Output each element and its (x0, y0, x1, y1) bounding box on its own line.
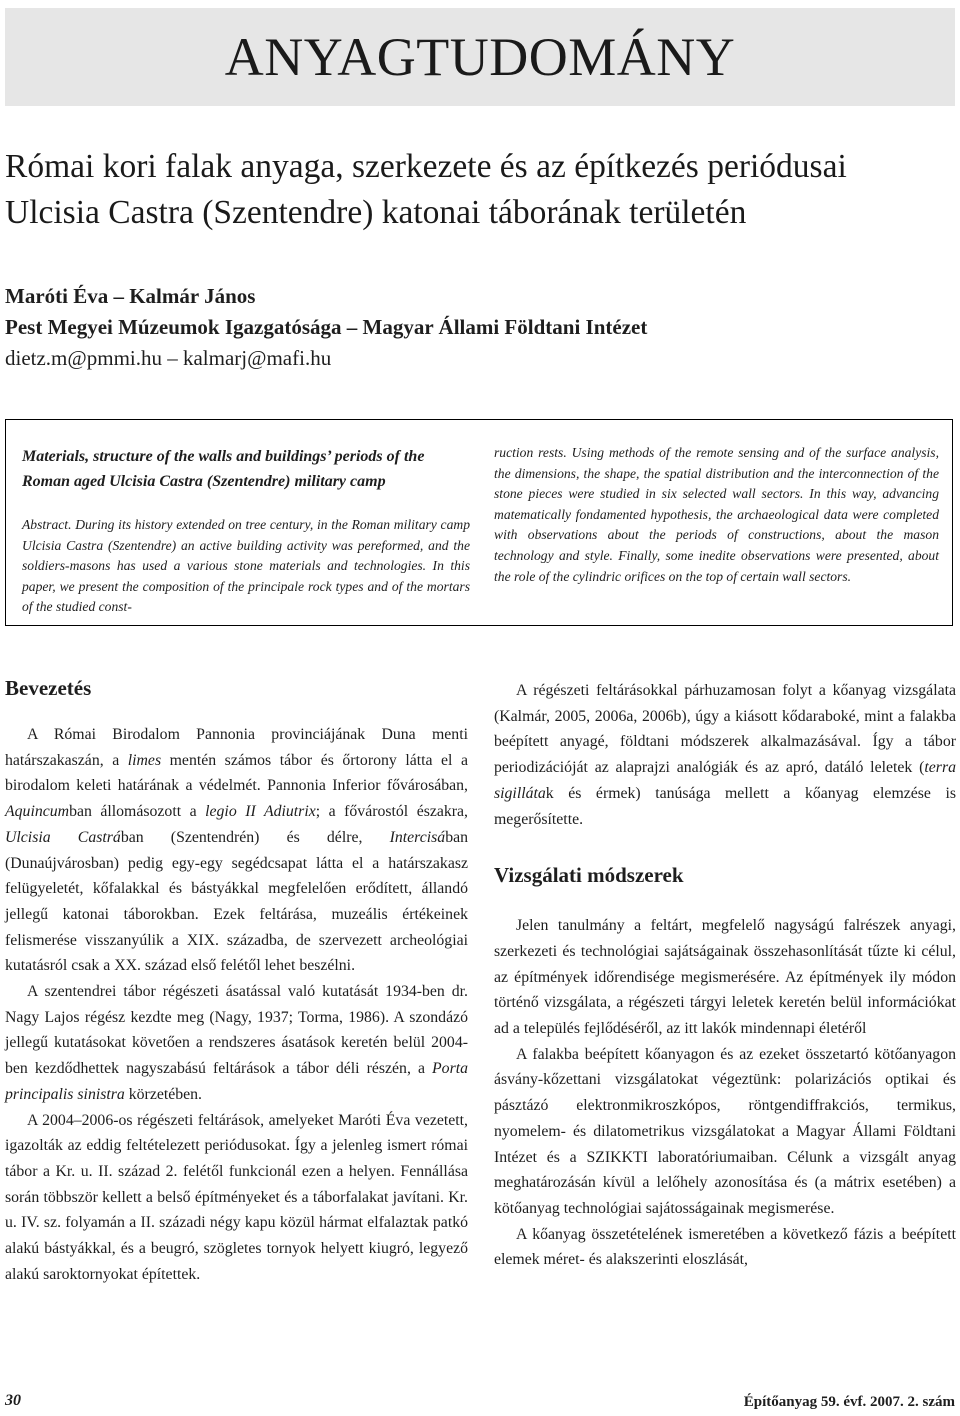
abstract-right-column (494, 443, 939, 587)
section-banner (5, 8, 955, 106)
page-number: 30 (5, 1392, 21, 1409)
methods-heading: Vizsgálati módszerek (494, 863, 684, 888)
body-left-column (5, 673, 468, 1287)
abstract-label: Abstract. (22, 517, 72, 532)
author-block (5, 281, 945, 374)
abstract-text-left (22, 515, 470, 618)
author-emails: dietz.m@pmmi.hu – kalmarj@mafi.hu (5, 346, 332, 370)
intro-paragraph-3: A 2004–2006-os régészeti feltárások, amelyeket Maróti Éva vezetett, igazolták az eddig feltételezett periódusokat. Így a jelenleg ismert római tábor a Kr. u. II. század 2. felétől funkcionál ezen a helyen. Fennállása során többször kellett a belső építményeket és a táborfalakat javítani. Kr. u. IV. sz. folyamán a II. századi négy kapu közül hármat elfalaztak patkó alakú bástyákkal, és a beugró, szögletes tornyok helyett kiugró, legyező alakú saroktornyokat építettek. (5, 1111, 468, 1283)
intro-paragraph-1: A Római Birodalom Pannonia provinciájának Duna menti határszakaszán, a limes mentén számos tábor és őrtorony látta el a birodalom keleti határának a védelmét. Pannonia Inferior fővárosában, Aquincumban állomásozott a legio II Adiutrix; a fővárostól északra, Ulcisia Castrában (Szentendrén) és délre, Intercisában (Dunaújvárosban) pedig egy-egy segédcsapat látta el a határszakasz felügyeletét, kőfalakkal és bástyákkal megfelelően erődített, állandó jellegű katonai táborokban. Ezek feltárása, muzeális értékeinek felismerése visszanyúlik a XIX. századba, de szervezett archeológiai kutatásról csak a XX. század első felétől lehet beszélni. (5, 726, 468, 975)
intro-paragraph-2: A szentendrei tábor régészeti ásatással való kutatását 1934-ben dr. Nagy Lajos régész kezdte meg (Nagy, 1937; Torma, 1986). A szondázó jellegű kutatásokat követően a rendszeres ásatások keretén belül 2004-ben kezdődhettek nagyszabású feltárások a tábor déli részén, a Porta principalis sinistra körzetében. (5, 983, 468, 1103)
right-paragraph-1: A régészeti feltárásokkal párhuzamosan folyt a kőanyag vizsgálata (Kalmár, 2005, 2006a, 2006b), úgy a kiásott kődaraboké, mint a falakba beépített anyagé, földtani módszerek alkalmazásával. Így a tábor periodizációját az alaprajzi analógiák és az apró, datáló leletek (terra sigillátak és érmek) tanúsága mellett a kőanyag elemzése is megerősítette. (494, 682, 956, 828)
article-title-line-2: Ulcisia Castra (Szentendre) katonai táborának területén (5, 194, 747, 231)
methods-paragraph-1: Jelen tanulmány a feltárt, megfelelő nagyságú falrészek anyagi, szerkezeti és technológiai sajátságainak összehasonlítását tűzte ki célul, az építmények időrendisége megismerésére. Az építmények ily módon történő vizsgálata, a régészeti tárgyi leletek keretén belül információkat ad a település fejlődéséről, az itt lakók mindennapi életéről (494, 917, 956, 1038)
author-affiliation: Pest Megyei Múzeumok Igazgatósága – Magyar Állami Földtani Intézet (5, 315, 648, 339)
abstract-left-column (22, 444, 470, 618)
intro-heading: Bevezetés (5, 676, 92, 700)
article-title (5, 144, 945, 236)
abstract-text-right: ruction rests. Using methods of the remote sensing and of the surface analysis, the dimensions, the shape, the spatial distribution and the interconnection of the stone pieces were studied in six selected wall sectors. In this way, advancing matematically fondamented hypothesis, the archaeological data were completed with observations about the periods of constructions, about the mason technology and style. Finally, some inedite observations were presented, about the role of the cylindric orifices on the top of certain wall sectors. (494, 445, 939, 584)
article-title-line-1: Római kori falak anyaga, szerkezete és az építkezés periódusai (5, 148, 847, 185)
abstract-title-line-1: Materials, structure of the walls and buildings’ periods of the (22, 448, 425, 465)
abstract-body-left: During its history extended on tree century, in the Roman military camp Ulcisia Castra (Szentendre) an active building activity was pereformed, and the soldiers-masons has used a various stone materials and technologies. In this paper, we present the composition of the principale rock types and of the mortars of the studied const- (22, 517, 470, 615)
methods-paragraph-2: A falakba beépített kőanyagon és az ezeket összetartó kötőanyagon ásvány-kőzettani vizsgálatokat végeztünk: polarizációs optikai és pásztázó elektronmikroszkópos, röntgendiffrakciós, termikus, nyomelem- és dilatometrikus vizsgálatokat a Magyar Állami Földtani Intézet és a SZIKKTI laboratóriumaiban. Célunk a vizsgált anyag meghatározásán kívül a lelőhely azonosítása és (a mátrix esetében) a kötőanyag technológiai sajátosságainak megismerése. (494, 1045, 956, 1217)
section-title: ANYAGTUDOMÁNY (224, 27, 736, 87)
body-right-column (494, 678, 956, 1273)
methods-paragraph-3: A kőanyag összetételének ismeretében a következő fázis a beépített elemek méret- és alakszerinti eloszlását, (494, 1225, 956, 1269)
abstract-title-line-2: Roman aged Ulcisia Castra (Szentendre) military camp (22, 473, 386, 490)
journal-reference: Építőanyag 59. évf. 2007. 2. szám (743, 1394, 955, 1410)
author-names: Maróti Éva – Kalmár János (5, 284, 256, 308)
